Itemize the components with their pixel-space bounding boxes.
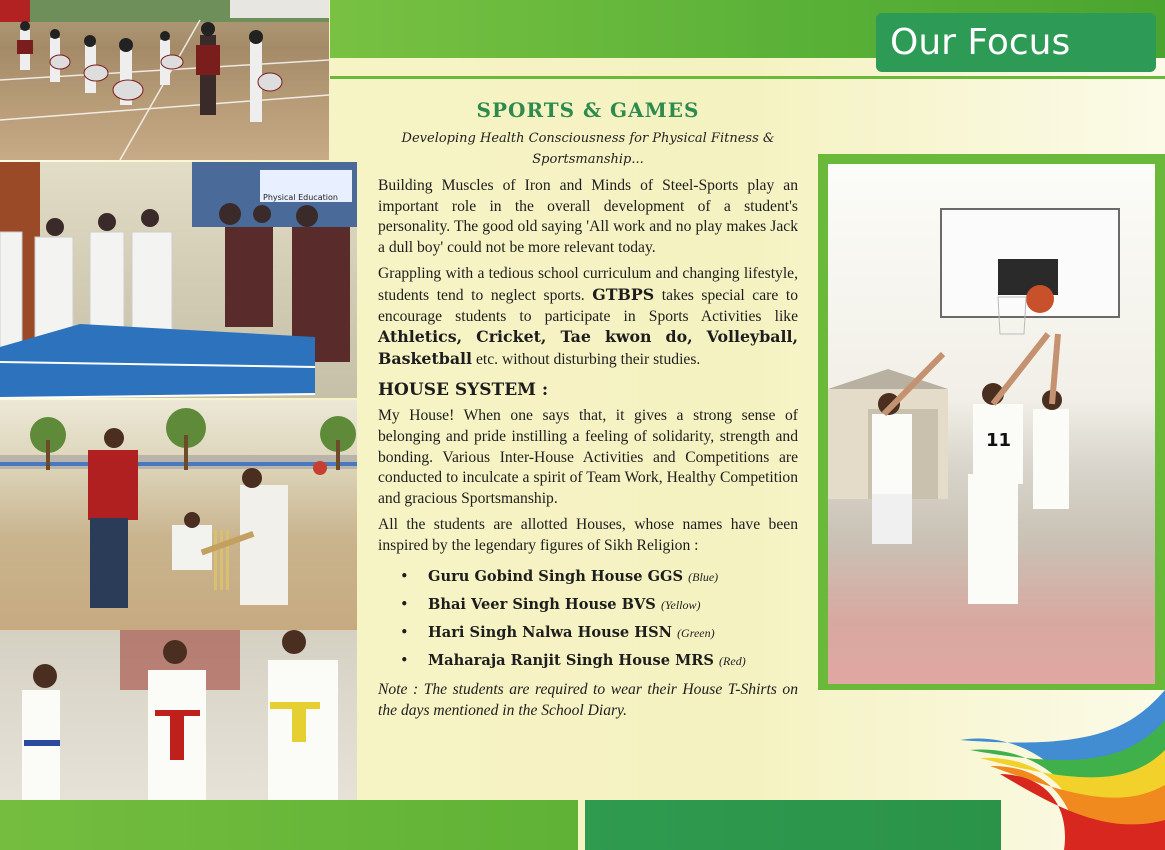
- photo-basketball: [818, 154, 1165, 690]
- table-tennis-illustration: [0, 162, 357, 398]
- house-name: Hari Singh Nalwa House HSN: [428, 623, 672, 641]
- bottom-green-bar-right: [585, 800, 1001, 850]
- house-list: [378, 563, 798, 675]
- house-item: [400, 619, 798, 647]
- marching-band-illustration: [0, 0, 329, 160]
- sports-paragraph-2-end: etc. without disturbing their studies.: [475, 350, 701, 368]
- taekwondo-illustration: [0, 630, 357, 800]
- activities-list: Athletics, Cricket, Tae kwon do, Volleyball, Basketball: [378, 327, 798, 368]
- sports-games-heading: SPORTS & GAMES: [476, 98, 700, 122]
- house-paragraph-2: All the students are allotted Houses, whose names have been inspired by the legendary figures of Sikh Religion :: [378, 516, 798, 554]
- house-item: [400, 563, 798, 591]
- house-system-heading: HOUSE SYSTEM :: [378, 380, 549, 401]
- house-paragraph-1: My House! When one says that, it gives a strong sense of belonging and pride instilling a feeling of solidarity, strength and bonding. Various Inter-House Activities and Competitions are conducted to inculcate a spirit of Team Work, Healthy Competition and gracious Sportsmanship.: [378, 407, 798, 507]
- photo-taekwondo: [0, 630, 357, 800]
- bottom-green-bar-left: [0, 800, 578, 850]
- house-name: Maharaja Ranjit Singh House MRS: [428, 651, 714, 669]
- house-note: Note : The students are required to wear their House T-Shirts on the days mentioned in the School Diary.: [378, 680, 798, 719]
- sports-paragraph-2: [378, 264, 798, 370]
- house-item: [400, 647, 798, 675]
- cricket-illustration: [0, 400, 357, 630]
- sports-paragraph-1: Building Muscles of Iron and Minds of Steel-Sports play an important role in the overall development of a student's personality. The good old saying 'All work and no play makes Jack a dull boy' could not be more relevant today.: [378, 177, 798, 256]
- basketball-illustration: [828, 164, 1155, 684]
- house-item: [400, 591, 798, 619]
- photo-cricket: [0, 400, 357, 630]
- house-color: (Yellow): [660, 597, 701, 612]
- basketball-photo-frame: [828, 164, 1155, 684]
- house-color: (Green): [677, 625, 715, 640]
- sports-paragraph-2-mid: takes special care to encourage students to participate in Sports Activities like: [378, 286, 798, 325]
- school-name: GTBPS: [592, 284, 655, 304]
- house-color: (Red): [719, 653, 746, 668]
- house-color: (Blue): [688, 569, 719, 584]
- photo-table-tennis: [0, 162, 357, 398]
- house-name: Bhai Veer Singh House BVS: [428, 595, 656, 613]
- photo-marching-band: [0, 0, 329, 160]
- sports-paragraph-2-start: Grappling with a tedious school curriculum and changing lifestyle, students tend to neglect sports.: [378, 265, 798, 304]
- house-name: Guru Gobind Singh House GGS: [428, 567, 684, 585]
- content-column: [378, 92, 798, 721]
- rainbow-swoosh-decoration: [960, 690, 1165, 850]
- jersey-number: 11: [986, 430, 1012, 451]
- top-divider-line: [330, 76, 1165, 79]
- our-focus-tab: Our Focus: [876, 13, 1156, 72]
- sports-subtitle: Developing Health Consciousness for Physical Fitness & Sportsmanship...: [401, 131, 775, 167]
- poster-text: Physical Education: [263, 193, 338, 202]
